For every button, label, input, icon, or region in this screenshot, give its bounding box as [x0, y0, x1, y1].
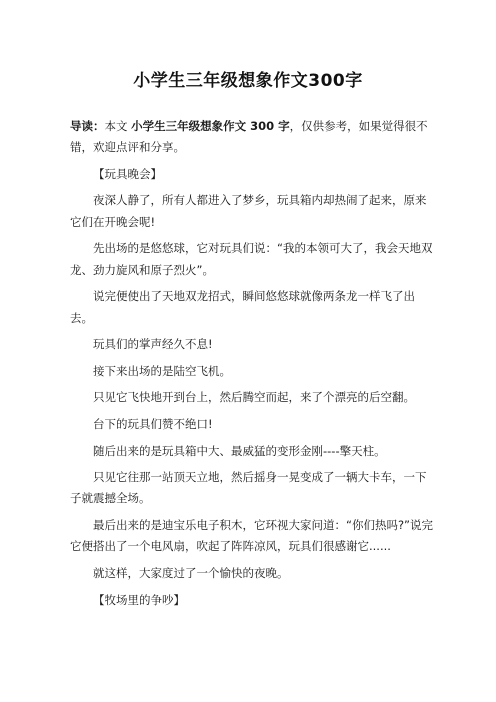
- paragraph: 先出场的是悠悠球，它对玩具们说：“我的本领可大了，我会天地双龙、劲力旋风和原子烈火”。: [70, 241, 433, 277]
- paragraph: 就这样，大家度过了一个愉快的夜晚。: [93, 565, 289, 580]
- intro-highlight: 小学生三年级想象作文 300 字: [131, 119, 290, 133]
- intro-paragraph: [70, 116, 434, 159]
- intro-suffix: ，仅供参考，如果觉得很不错，欢迎点评和分享。: [70, 119, 428, 155]
- section-heading: 【玩具晚会】: [93, 166, 162, 181]
- paragraph: 玩具们的掌声经久不息!: [93, 337, 213, 352]
- paragraph: 随后出来的是玩具箱中大、最威猛的变形金刚----擎天柱。: [93, 443, 386, 458]
- paragraph: 只见它飞快地开到台上，然后腾空而起，来了个漂亮的后空翻。: [93, 390, 415, 405]
- paragraph: 台下的玩具们赞不绝口!: [93, 416, 213, 431]
- document-body: [70, 116, 434, 616]
- paragraph: 最后出来的是迪宝乐电子积木，它环视大家问道：“你们热吗?”说完它便搭出了一个电风扇，吹起了阵阵凉风，玩具们很感谢它......: [70, 518, 434, 554]
- document-title: 小学生三年级想象作文300字: [133, 71, 363, 91]
- section-heading: 【牧场里的争吵】: [93, 592, 185, 607]
- intro-prefix: 本文: [104, 119, 132, 133]
- paragraph: 说完便使出了天地双龙招式，瞬间悠悠球就像两条龙一样飞了出去。: [70, 289, 415, 325]
- paragraph: 夜深人静了，所有人都进入了梦乡，玩具箱内却热闹了起来，原来它们在开晚会呢!: [70, 193, 427, 229]
- paragraph: 接下来出场的是陆空飞机。: [93, 363, 231, 378]
- intro-label: 导读：: [70, 119, 105, 133]
- paragraph: 只见它往那一站顶天立地，然后摇身一晃变成了一辆大卡车，一下子就震撼全场。: [70, 470, 427, 506]
